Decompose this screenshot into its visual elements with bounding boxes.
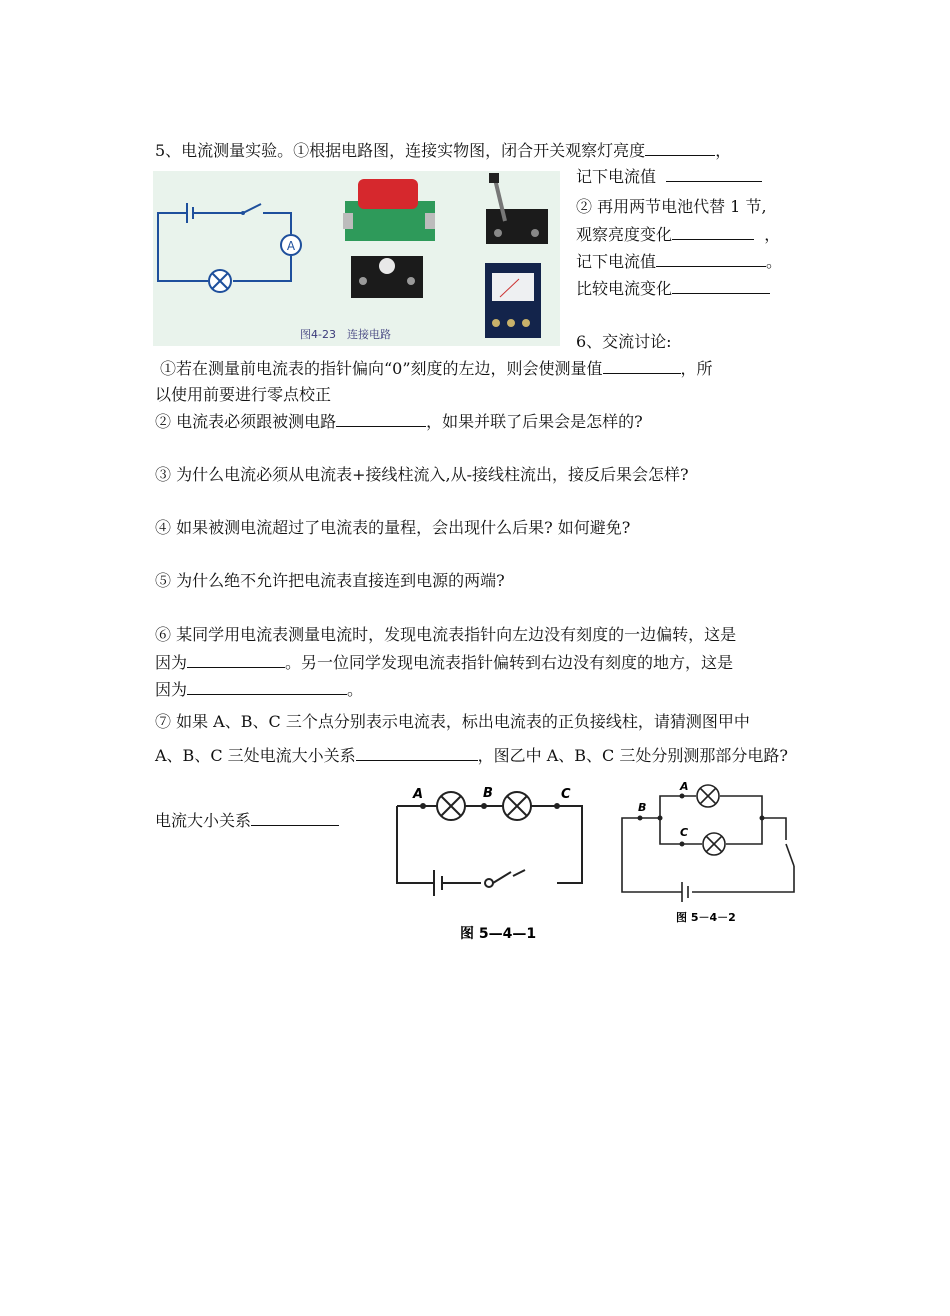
relation-line: 电流大小关系 <box>155 810 339 831</box>
q5-right-line1: 记下电流值 <box>576 166 762 187</box>
q5-answer-blank-compare[interactable] <box>672 278 770 294</box>
q5-answer-blank-brightness-change[interactable] <box>672 224 754 240</box>
q6-item3: ③ 为什么电流必须从电流表+接线柱流入,从-接线柱流出，接反后果会怎样? <box>155 465 689 484</box>
q5-text: 5、电流测量实验。①根据电路图，连接实物图，闭合开关观察灯亮度 <box>155 141 646 160</box>
q5-answer-blank-current1[interactable] <box>666 166 762 182</box>
fig2-label-c: C <box>680 826 689 839</box>
figure-5-4-1-series-circuit <box>385 780 595 945</box>
fig2-label-b: B <box>638 801 647 814</box>
q5-right-line4: 记下电流值 。 <box>576 252 783 271</box>
q6-item6-line3: 因为 。 <box>155 680 364 699</box>
q5-right-line5: 比较电流变化 <box>576 278 770 299</box>
fig1-label-a: A <box>413 787 424 802</box>
q6-answer-blank-6b[interactable] <box>187 679 347 695</box>
q5-answer-blank-brightness[interactable] <box>645 140 715 156</box>
q6-item4: ④ 如果被测电流超过了电流表的量程，会出现什么后果? 如何避免? <box>155 518 631 537</box>
q5-answer-blank-current2[interactable] <box>656 251 766 267</box>
q6-answer-blank-1[interactable] <box>603 358 681 374</box>
figure-5-4-2-parallel-circuit <box>616 778 806 928</box>
q6-item1: ①若在测量前电流表的指针偏向“0”刻度的左边，则会使测量值 ，所 <box>160 359 713 378</box>
q6-answer-blank-2[interactable] <box>336 411 426 427</box>
q6-item5: ⑤ 为什么绝不允许把电流表直接连到电源的两端? <box>155 571 505 590</box>
q6-item6-line2: 因为 。另一位同学发现电流表指针偏转到右边没有刻度的地方，这是 <box>155 653 734 672</box>
ammeter-symbol-label: A <box>286 239 296 253</box>
fig1-caption: 图 5—4—1 <box>460 926 537 942</box>
q6-item7-line1: ⑦ 如果 A、B、C 三个点分别表示电流表，标出电流表的正负接线柱，请猜测图甲中 <box>155 712 750 731</box>
q6-title: 6、交流讨论: <box>576 332 672 351</box>
ammeter-photo <box>485 263 541 338</box>
q5-line1: 5、电流测量实验。①根据电路图，连接实物图，闭合开关观察灯亮度 ， <box>155 141 732 160</box>
fig1-label-c: C <box>561 787 571 802</box>
fig1-label-b: B <box>483 786 493 801</box>
circuit-photo-svg <box>153 171 560 346</box>
q5-right-line2: ② 再用两节电池代替 1 节, <box>576 197 767 216</box>
q6-answer-blank-7[interactable] <box>356 745 478 761</box>
fig2-label-a: A <box>680 780 689 793</box>
battery-photo <box>343 179 435 241</box>
q5-right-line3: 观察亮度变化 ， <box>576 225 781 244</box>
photo-caption: 图4-23 连接电路 <box>300 328 391 341</box>
q6-item6-line1: ⑥ 某同学用电流表测量电流时，发现电流表指针向左边没有刻度的一边偏转，这是 <box>155 625 737 644</box>
q6-answer-blank-6a[interactable] <box>187 652 285 668</box>
experiment-photo-figure <box>153 171 560 346</box>
lamp-photo <box>351 256 423 298</box>
switch-photo <box>486 173 548 244</box>
relation-answer-blank[interactable] <box>251 810 339 826</box>
q6-item2: ② 电流表必须跟被测电路 ，如果并联了后果会是怎样的? <box>155 412 643 431</box>
q6-item7-line2: A、B、C 三处电流大小关系 ，图乙中 A、B、C 三处分别测那部分电路? <box>155 746 788 765</box>
q6-item1-cont: 以使用前要进行零点校正 <box>155 385 332 404</box>
schematic-circuit <box>158 203 301 292</box>
fig2-caption: 图 5－4－2 <box>676 911 736 924</box>
